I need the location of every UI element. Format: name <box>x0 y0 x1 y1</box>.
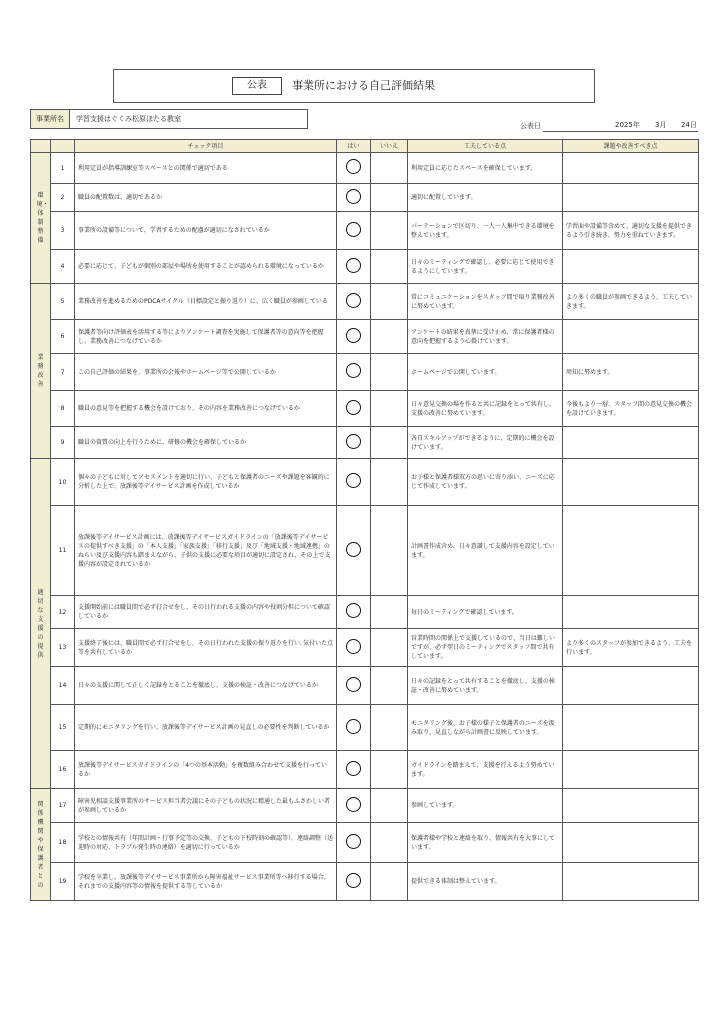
no-cell <box>371 250 408 284</box>
no-cell <box>371 667 408 705</box>
issue-text <box>563 506 699 596</box>
table-row <box>31 320 699 354</box>
header-number <box>51 140 75 153</box>
publication-day: 24日 <box>681 121 697 129</box>
row-number: 7 <box>51 354 75 391</box>
yes-cell <box>337 506 371 596</box>
office-label: 事業所名 <box>30 109 70 129</box>
table-row <box>31 751 699 789</box>
yes-circle-mark <box>346 189 361 204</box>
row-number: 13 <box>51 629 75 667</box>
header-effort: 工夫している点 <box>408 140 563 153</box>
yes-circle-mark <box>346 603 361 618</box>
table-row <box>31 705 699 751</box>
no-cell <box>371 212 408 250</box>
yes-cell <box>337 391 371 427</box>
category-cell <box>31 284 51 459</box>
check-item-text: 個々の子どもに対してアセスメントを適切に行い、子どもと保護者のニーズや課題を客観的に分析した上で、放課後等デイサービス計画を作成しているか <box>75 459 337 506</box>
yes-circle-mark <box>346 258 361 273</box>
no-cell <box>371 863 408 901</box>
category-label: 関係機関や保護者との <box>37 800 44 889</box>
category-label: 環境・体制整備 <box>36 192 49 244</box>
yes-cell <box>337 284 371 320</box>
yes-circle-mark <box>346 222 361 237</box>
row-number: 1 <box>51 153 75 184</box>
category-cell <box>31 789 51 901</box>
yes-circle-mark <box>346 328 361 343</box>
table-row <box>31 354 699 391</box>
check-item-text: 学校との情報共有（年間計画・行事予定等の交換、子どもの下校時刻の確認等）、連絡調整（送迎時の対応、トラブル発生時の連絡）を適切に行っているか <box>75 823 337 863</box>
check-item-text: 定期的にモニタリングを行い、放課後等デイサービス計画の見直しの必要性を判断しているか <box>75 705 337 751</box>
no-cell <box>371 789 408 823</box>
yes-cell <box>337 751 371 789</box>
yes-cell <box>337 427 371 459</box>
check-item-text: この自己評価の結果を、事業所の会報やホームページ等で公開しているか <box>75 354 337 391</box>
check-item-text: 保護者等向け評価表を活用する等によりアンケート調査を実施して保護者等の意向等を把握し、業務改善につなげているか <box>75 320 337 354</box>
yes-cell <box>337 629 371 667</box>
yes-circle-mark <box>346 873 361 888</box>
table-row <box>31 629 699 667</box>
publication-date <box>543 119 698 132</box>
effort-text: 利用定員に応じたスペースを確保しています。 <box>408 153 563 184</box>
issue-text <box>563 823 699 863</box>
category-cell <box>31 153 51 284</box>
table-row <box>31 667 699 705</box>
yes-circle-mark <box>346 834 361 849</box>
row-number: 15 <box>51 705 75 751</box>
row-number: 16 <box>51 751 75 789</box>
issue-text: より多くの職員が参画できるよう、工夫していきます。 <box>563 284 699 320</box>
office-name: 学習支援はぐくみ松原ほたる教室 <box>70 109 308 129</box>
row-number: 10 <box>51 459 75 506</box>
effort-text: 日々意見交換の場を作ると共に記録をとって共有し、支援の改善に努めています。 <box>408 391 563 427</box>
check-item-text: 学校を卒業し、放課後等デイサービス事業所から障害福祉サービス事業所等へ移行する場合、それまでの支援内容等の情報を提供する等しているか <box>75 863 337 901</box>
issue-text <box>563 705 699 751</box>
effort-text: アンケートの結果を真摯に受け止め、常に保護者様の意向を把握するよう心掛けています。 <box>408 320 563 354</box>
table-row <box>31 823 699 863</box>
row-number: 19 <box>51 863 75 901</box>
row-number: 4 <box>51 250 75 284</box>
no-cell <box>371 153 408 184</box>
check-item-text: 放課後等デイサービス計画には、放課後等デイサービスガイドラインの「放課後等デイサービスの提供すべき支援」の「本人支援」「家族支援」「移行支援」及び「地域支援・地域連携」のねらい及び支援内容も踏まえながら、子供の支援に必要な項目が適切に設定され、その上で支援内容が設定されているか <box>75 506 337 596</box>
yes-cell <box>337 705 371 751</box>
yes-circle-mark <box>346 797 361 812</box>
issue-text <box>563 250 699 284</box>
publication-month: 3月 <box>655 121 667 129</box>
header-yes: はい <box>337 140 371 153</box>
row-number: 11 <box>51 506 75 596</box>
page-title: 事業所における自己評価結果 <box>292 79 435 92</box>
yes-circle-mark <box>346 363 361 378</box>
row-number: 18 <box>51 823 75 863</box>
row-number: 12 <box>51 596 75 629</box>
title-box <box>113 69 595 103</box>
header-issue: 課題や改善すべき点 <box>563 140 699 153</box>
no-cell <box>371 354 408 391</box>
category-label: 業務改善 <box>37 354 44 388</box>
no-cell <box>371 506 408 596</box>
table-header-row <box>31 140 699 153</box>
effort-text: お子様と保護者様双方の思いに寄り添い、ニーズに応じて作成しています。 <box>408 459 563 506</box>
table-row <box>31 863 699 901</box>
row-number: 9 <box>51 427 75 459</box>
yes-circle-mark <box>346 293 361 308</box>
publication-badge: 公表 <box>232 77 282 95</box>
table-row <box>31 789 699 823</box>
issue-text: より多くのスタッフが参加できるよう、工夫を行います。 <box>563 629 699 667</box>
effort-text: 各自スキルアップができるように、定期的に機会を設けています。 <box>408 427 563 459</box>
effort-text: 日々の記録をとって共有することを徹底し、支援の検証・改善に努めています。 <box>408 667 563 705</box>
effort-text: 毎日のミーティングで確認しています。 <box>408 596 563 629</box>
issue-text <box>563 789 699 823</box>
check-item-text: 業務改善を進めるためのPDCAサイクル（目標設定と振り返り）に、広く職員が参画している <box>75 284 337 320</box>
yes-cell <box>337 459 371 506</box>
yes-circle-mark <box>346 639 361 654</box>
yes-cell <box>337 354 371 391</box>
effort-text: 日々のミーティングで確認し、必要に応じて使用できるようにしています。 <box>408 250 563 284</box>
header-no: いいえ <box>371 140 408 153</box>
yes-cell <box>337 667 371 705</box>
no-cell <box>371 284 408 320</box>
table-row <box>31 459 699 506</box>
check-item-text: 支援開始前には職員間で必ず打合せをし、その日行われる支援の内容や役割分担について確認しているか <box>75 596 337 629</box>
yes-cell <box>337 212 371 250</box>
publication-year: 2025年 <box>615 121 640 129</box>
header-category <box>31 140 51 153</box>
no-cell <box>371 596 408 629</box>
yes-cell <box>337 823 371 863</box>
issue-text <box>563 459 699 506</box>
effort-text: ホームページで公開しています。 <box>408 354 563 391</box>
check-item-text: 職員の意見等を把握する機会を設けており、その内容を業務改善につなげているか <box>75 391 337 427</box>
check-item-text: 職員の配置数は、適切であるか <box>75 184 337 212</box>
yes-circle-mark <box>346 719 361 734</box>
table-row <box>31 284 699 320</box>
check-item-text: 必要に応じて、子どもが個別の部屋や場所を使用することが認められる環境になっているか <box>75 250 337 284</box>
yes-cell <box>337 789 371 823</box>
category-cell <box>31 459 51 789</box>
yes-cell <box>337 184 371 212</box>
yes-cell <box>337 153 371 184</box>
yes-circle-mark <box>346 677 361 692</box>
check-item-text: 支援終了後には、職員間で必ず打合せをし、その日行われた支援の振り返りを行い､気付いた点等を共有しているか <box>75 629 337 667</box>
table-row <box>31 250 699 284</box>
yes-cell <box>337 596 371 629</box>
no-cell <box>371 320 408 354</box>
no-cell <box>371 629 408 667</box>
table-row <box>31 506 699 596</box>
issue-text: 周知に努めます。 <box>563 354 699 391</box>
table-row <box>31 391 699 427</box>
category-label: 適切な支援の提供 <box>37 588 44 659</box>
effort-text: 保護者様や学校と連絡を取り、情報共有を大事にしています。 <box>408 823 563 863</box>
yes-cell <box>337 863 371 901</box>
header-check-item: チェック項目 <box>75 140 337 153</box>
yes-circle-mark <box>346 761 361 776</box>
effort-text: 常にコミュニケーションをスタッフ間で取り業務改善に努めています。 <box>408 284 563 320</box>
check-item-text: 日々の支援に関して正しく記録をとることを徹底し、支援の検証・改善につなげているか <box>75 667 337 705</box>
check-item-text: 職員の資質の向上を行うために、研修の機会を確保しているか <box>75 427 337 459</box>
check-item-text: 事業所の設備等について、学習するための配慮が適切になされているか <box>75 212 337 250</box>
effort-text: モニタリング後、お子様の様子と保護者のニーズを汲み取り、見直しながら計画書に反映しています。 <box>408 705 563 751</box>
issue-text <box>563 153 699 184</box>
table-row <box>31 153 699 184</box>
table-row <box>31 212 699 250</box>
yes-circle-mark <box>346 159 361 174</box>
no-cell <box>371 823 408 863</box>
yes-circle-mark <box>346 473 361 488</box>
no-cell <box>371 184 408 212</box>
yes-circle-mark <box>346 434 361 449</box>
publication-date-label: 公表日 <box>520 122 541 130</box>
table-row <box>31 184 699 212</box>
row-number: 6 <box>51 320 75 354</box>
row-number: 14 <box>51 667 75 705</box>
yes-cell <box>337 320 371 354</box>
no-cell <box>371 391 408 427</box>
table-row <box>31 427 699 459</box>
no-cell <box>371 705 408 751</box>
no-cell <box>371 427 408 459</box>
yes-circle-mark <box>346 400 361 415</box>
issue-text <box>563 596 699 629</box>
issue-text <box>563 184 699 212</box>
issue-text <box>563 427 699 459</box>
row-number: 17 <box>51 789 75 823</box>
issue-text <box>563 667 699 705</box>
row-number: 2 <box>51 184 75 212</box>
check-item-text: 利用定員が指導訓練室等スペースとの関係で適切である <box>75 153 337 184</box>
row-number: 5 <box>51 284 75 320</box>
issue-text: 今後もより一層、スタッフ間の意見交換の機会を設けていきます。 <box>563 391 699 427</box>
issue-text <box>563 863 699 901</box>
no-cell <box>371 751 408 789</box>
effort-text: 計画書作成含め、日々意識して支援内容を設定しています。 <box>408 506 563 596</box>
effort-text: ガイドラインを踏まえて、支援を行えるよう努めています。 <box>408 751 563 789</box>
issue-text <box>563 320 699 354</box>
yes-circle-mark <box>346 542 361 557</box>
effort-text: 参画しています。 <box>408 789 563 823</box>
yes-cell <box>337 250 371 284</box>
check-item-text: 放課後等デイサービスガイドラインの「4つの基本活動」を複数組み合わせて支援を行っているか <box>75 751 337 789</box>
effort-text: 適切に配置しています。 <box>408 184 563 212</box>
issue-text: 学習面や設備等含めて、適切な支援を提供できるよう引き続き、努力を重ねていきます。 <box>563 212 699 250</box>
effort-text: 営業時間の関係上で支援しているので、当日は難しいですが、必ず翌日のミーティングでスタッフ間で共有しています。 <box>408 629 563 667</box>
effort-text: 提供できる体制は整えています。 <box>408 863 563 901</box>
issue-text <box>563 751 699 789</box>
self-evaluation-table <box>30 139 699 901</box>
row-number: 3 <box>51 212 75 250</box>
no-cell <box>371 459 408 506</box>
check-item-text: 障害児相談支援事業所のサービス担当者会議にその子どもの状況に精通した最もふさわしい者が参画しているか <box>75 789 337 823</box>
table-row <box>31 596 699 629</box>
row-number: 8 <box>51 391 75 427</box>
effort-text: パーテーションで区切り、一人一人集中できる環境を整えています。 <box>408 212 563 250</box>
